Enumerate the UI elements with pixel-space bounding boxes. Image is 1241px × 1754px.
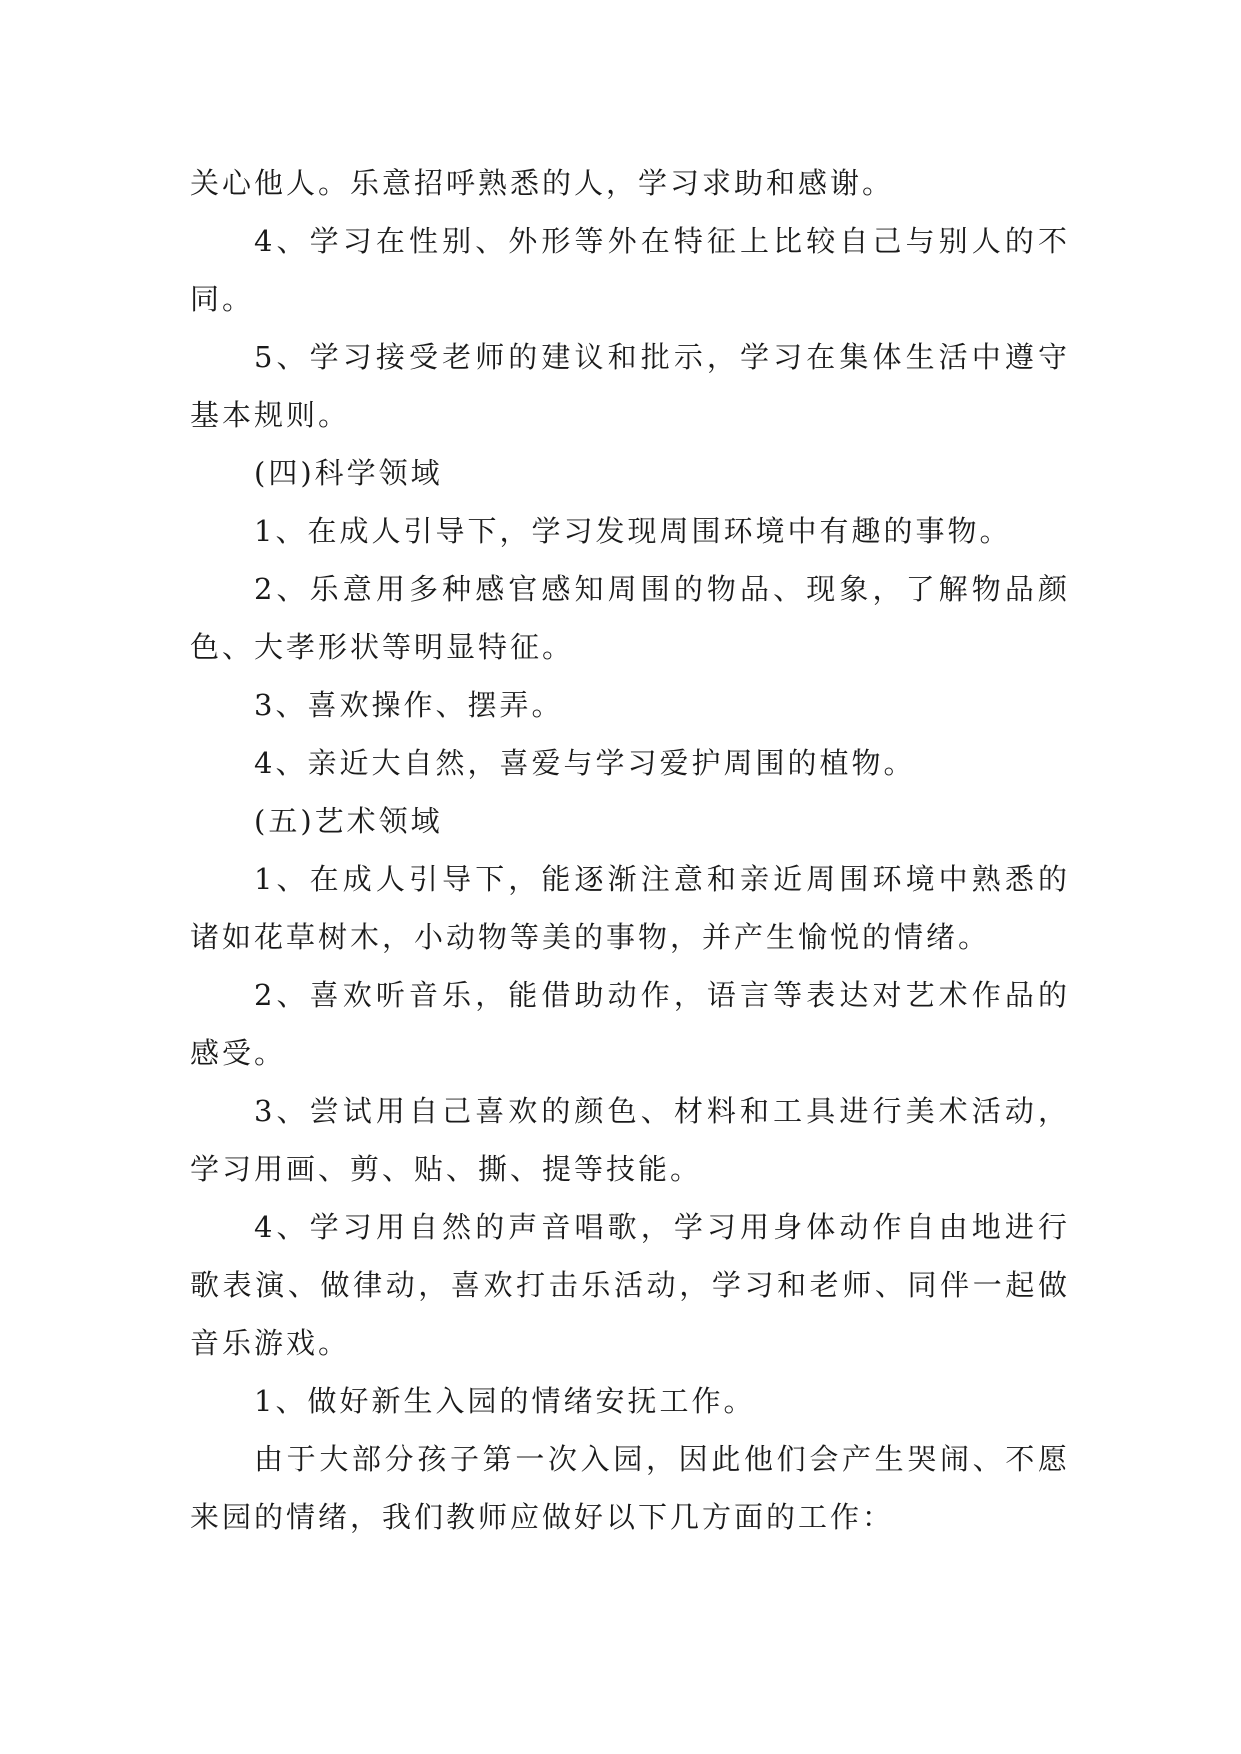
paragraph-10: 1、在成人引导下，能逐渐注意和亲近周围环境中熟悉的诸如花草树木，小动物等美的事物，并产生愉悦的情绪。 [190, 862, 1070, 954]
paragraph-3: 5、学习接受老师的建议和批示，学习在集体生活中遵守基本规则。 [190, 340, 1070, 432]
paragraph-14: 1、做好新生入园的情绪安抚工作。 [254, 1384, 756, 1418]
paragraph-7: 3、喜欢操作、摆弄。 [254, 688, 564, 722]
paragraph-11: 2、喜欢听音乐，能借助动作，语言等表达对艺术作品的感受。 [190, 978, 1070, 1070]
paragraph-2: 4、学习在性别、外形等外在特征上比较自己与别人的不同。 [190, 224, 1070, 316]
section-heading-science: (四)科学领域 [254, 456, 443, 490]
paragraph-6: 2、乐意用多种感官感知周围的物品、现象，了解物品颜色、大孝形状等明显特征。 [190, 572, 1070, 664]
section-heading-art: (五)艺术领域 [254, 804, 443, 838]
paragraph-5: 1、在成人引导下，学习发现周围环境中有趣的事物。 [254, 514, 1012, 548]
paragraph-15: 由于大部分孩子第一次入园，因此他们会产生哭闹、不愿来园的情绪，我们教师应做好以下几方面的工作： [190, 1442, 1070, 1534]
paragraph-12: 3、尝试用自己喜欢的颜色、材料和工具进行美术活动，学习用画、剪、贴、撕、提等技能。 [190, 1094, 1070, 1186]
paragraph-8: 4、亲近大自然，喜爱与学习爱护周围的植物。 [254, 746, 916, 780]
paragraph-1: 关心他人。乐意招呼熟悉的人，学习求助和感谢。 [190, 166, 895, 200]
document-body [190, 154, 1070, 1546]
paragraph-13: 4、学习用自然的声音唱歌，学习用身体动作自由地进行歌表演、做律动，喜欢打击乐活动，学习和老师、同伴一起做音乐游戏。 [190, 1210, 1070, 1360]
